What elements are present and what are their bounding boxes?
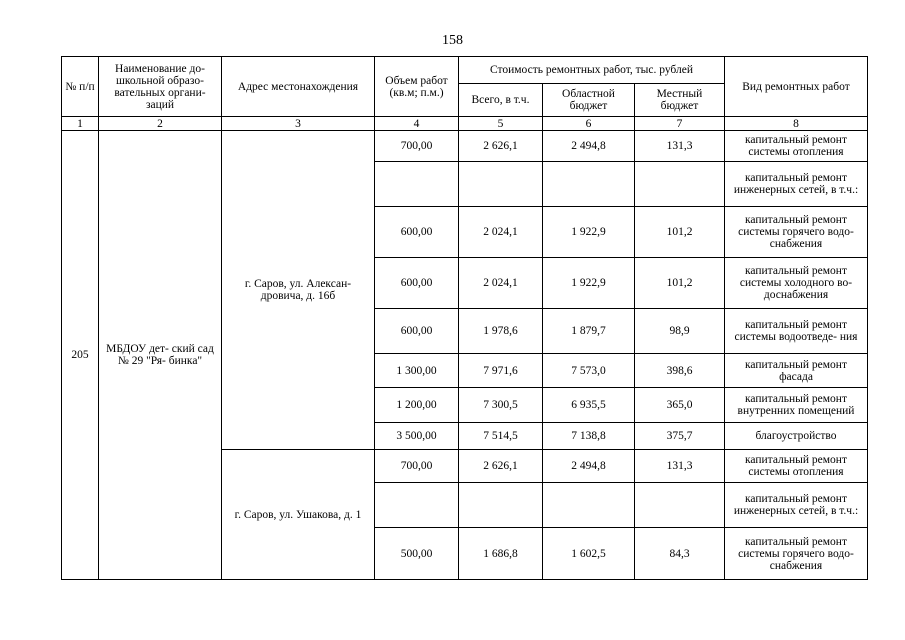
volume-cell: 700,00 [375,450,459,483]
col-number-3: 3 [222,117,375,131]
local-cell: 131,3 [635,131,725,162]
volume-cell: 600,00 [375,309,459,354]
col-number-6: 6 [543,117,635,131]
total-cell: 2 024,1 [459,207,543,258]
local-cell: 131,3 [635,450,725,483]
local-cell: 375,7 [635,423,725,450]
regional-cell: 1 879,7 [543,309,635,354]
total-cell: 2 626,1 [459,131,543,162]
total-cell: 7 971,6 [459,354,543,388]
organization-name: МБДОУ дет- ский сад № 29 "Ря- бинка" [99,131,222,580]
work-type-cell: капитальный ремонт системы отопления [725,450,868,483]
local-cell: 398,6 [635,354,725,388]
col-number-5: 5 [459,117,543,131]
local-cell: 101,2 [635,258,725,309]
repair-works-table [61,56,868,580]
header-col-regional: Областной бюджет [543,84,635,117]
total-cell: 1 686,8 [459,528,543,580]
regional-cell: 1 922,9 [543,207,635,258]
table-row [62,131,868,162]
col-number-7: 7 [635,117,725,131]
work-type-cell: капитальный ремонт внутренних помещений [725,388,868,423]
work-type-cell: капитальный ремонт системы горячего водо- снабжения [725,207,868,258]
address-cell-1: г. Саров, ул. Алексан- дровича, д. 16б [222,131,375,450]
header-col-volume: Объем работ (кв.м; п.м.) [375,57,459,117]
volume-cell: 500,00 [375,528,459,580]
col-number-2: 2 [99,117,222,131]
page-number: 158 [442,33,463,48]
work-type-cell: капитальный ремонт системы отопления [725,131,868,162]
local-cell [635,483,725,528]
col-number-4: 4 [375,117,459,131]
total-cell: 2 024,1 [459,258,543,309]
regional-cell: 2 494,8 [543,450,635,483]
regional-cell: 1 922,9 [543,258,635,309]
local-cell: 98,9 [635,309,725,354]
address-cell-2: г. Саров, ул. Ушакова, д. 1 [222,450,375,580]
total-cell [459,162,543,207]
regional-cell: 7 573,0 [543,354,635,388]
volume-cell: 1 300,00 [375,354,459,388]
local-cell: 101,2 [635,207,725,258]
record-number: 205 [62,131,99,580]
total-cell: 7 514,5 [459,423,543,450]
local-cell: 84,3 [635,528,725,580]
local-cell [635,162,725,207]
work-type-cell: капитальный ремонт системы холодного во- доснабжения [725,258,868,309]
work-type-cell: капитальный ремонт системы горячего водо- снабжения [725,528,868,580]
header-col-name: Наименование до- школьной образо- вательных органи- заций [99,57,222,117]
volume-cell [375,483,459,528]
total-cell [459,483,543,528]
regional-cell [543,483,635,528]
regional-cell [543,162,635,207]
volume-cell: 700,00 [375,131,459,162]
volume-cell [375,162,459,207]
header-col-type: Вид ремонтных работ [725,57,868,117]
regional-cell: 2 494,8 [543,131,635,162]
header-col-num: № п/п [62,57,99,117]
regional-cell: 7 138,8 [543,423,635,450]
work-type-cell: капитальный ремонт инженерных сетей, в т.ч.: [725,483,868,528]
volume-cell: 600,00 [375,258,459,309]
header-col-address: Адрес местонахождения [222,57,375,117]
header-col-local: Местный бюджет [635,84,725,117]
regional-cell: 1 602,5 [543,528,635,580]
volume-cell: 3 500,00 [375,423,459,450]
total-cell: 7 300,5 [459,388,543,423]
volume-cell: 1 200,00 [375,388,459,423]
work-type-cell: капитальный ремонт системы водоотведе- ния [725,309,868,354]
total-cell: 2 626,1 [459,450,543,483]
header-row-1 [62,57,868,84]
local-cell: 365,0 [635,388,725,423]
total-cell: 1 978,6 [459,309,543,354]
header-col-cost: Стоимость ремонтных работ, тыс. рублей [459,57,725,84]
col-number-1: 1 [62,117,99,131]
header-col-total: Всего, в т.ч. [459,84,543,117]
work-type-cell: капитальный ремонт фасада [725,354,868,388]
column-numbering-row [62,117,868,131]
regional-cell: 6 935,5 [543,388,635,423]
work-type-cell: благоустройство [725,423,868,450]
volume-cell: 600,00 [375,207,459,258]
work-type-cell: капитальный ремонт инженерных сетей, в т.ч.: [725,162,868,207]
col-number-8: 8 [725,117,868,131]
